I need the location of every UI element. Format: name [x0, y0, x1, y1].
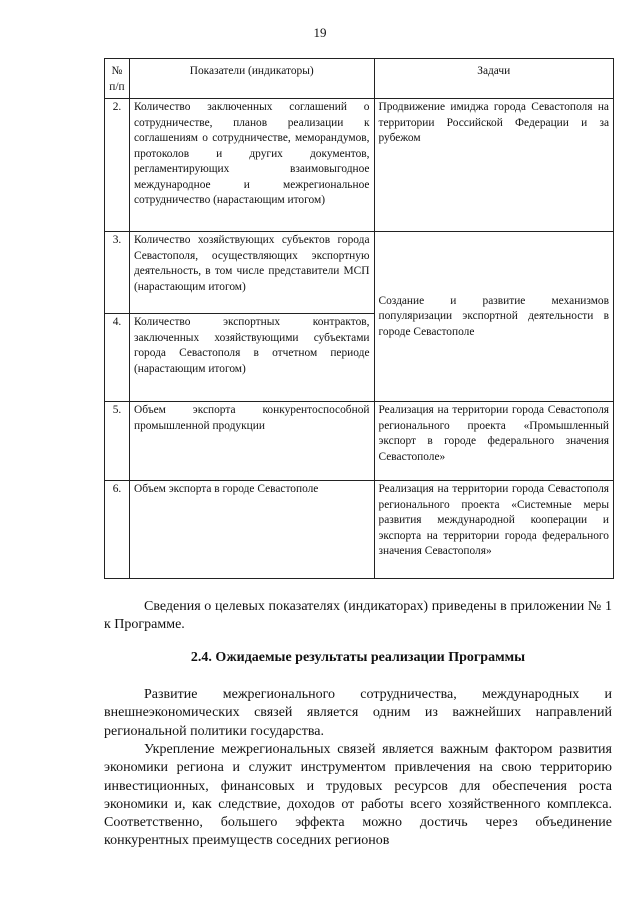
table-header-row — [105, 59, 614, 99]
row-indicator: Объем экспорта в городе Севастополе — [129, 481, 374, 579]
row-number: 4. — [105, 314, 130, 402]
table-row — [105, 99, 614, 232]
table-row — [105, 402, 614, 481]
row-number: 5. — [105, 402, 130, 481]
row-number: 6. — [105, 481, 130, 579]
row-task: Реализация на территории города Севастополя регионального проекта «Промышленный экспорт в городе федерального значения Севастополе» — [374, 402, 614, 481]
header-tasks: Задачи — [374, 59, 614, 99]
row-number: 3. — [105, 232, 130, 314]
row-number: 2. — [105, 99, 130, 232]
row-task: Реализация на территории города Севастополя регионального проекта «Системные меры развития международной кооперации и экспорта на территории города федерального значения Севастополя» — [374, 481, 614, 579]
row-task-merged: Создание и развитие механизмов популяризации экспортной деятельности в городе Севастополе — [374, 232, 614, 402]
header-indicators: Показатели (индикаторы) — [129, 59, 374, 99]
row-indicator: Объем экспорта конкурентоспособной промышленной продукции — [129, 402, 374, 481]
table-row — [105, 481, 614, 579]
body-paragraph: Развитие межрегионального сотрудничества, международных и внешнеэкономических связей является одним из важнейших направлений региональной политики государства. — [104, 687, 612, 739]
table-row — [105, 232, 614, 314]
page-number: 19 — [313, 25, 327, 40]
row-indicator: Количество заключенных соглашений о сотрудничестве, планов реализации к соглашениям о сотрудничестве, меморандумов, протоколов и других документов, регламентирующих взаимовыгодное международное и межрегиональное сотрудничество (нарастающим итогом) — [129, 99, 374, 232]
body-paragraph: Укрепление межрегиональных связей является важным фактором развития экономики региона и служит инструментом привлечения на свою территорию инвестиционных, финансовых и трудовых ресурсов для обеспечения роста экономики и, как следствие, доходов от работы всего хозяйственного комплекса. Соответственно, большего эффекта можно достичь через объединение конкурентных преимуществ соседних регионов — [104, 742, 612, 849]
section-heading: 2.4. Ожидаемые результаты реализации Программы — [190, 650, 526, 665]
indicators-reference-paragraph: Сведения о целевых показателях (индикаторах) приведены в приложении № 1 к Программе. — [104, 599, 612, 633]
row-task: Продвижение имиджа города Севастополя на территории Российской Федерации и за рубежом — [374, 99, 614, 232]
indicators-table — [104, 58, 614, 579]
header-number: № п/п — [105, 59, 130, 99]
row-indicator: Количество хозяйствующих субъектов города Севастополя, осуществляющих экспортную деятельность, в том числе представители МСП (нарастающим итогом) — [129, 232, 374, 314]
row-indicator: Количество экспортных контрактов, заключенных хозяйствующими субъектами города Севастополя в отчетном периоде (нарастающим итогом) — [129, 314, 374, 402]
